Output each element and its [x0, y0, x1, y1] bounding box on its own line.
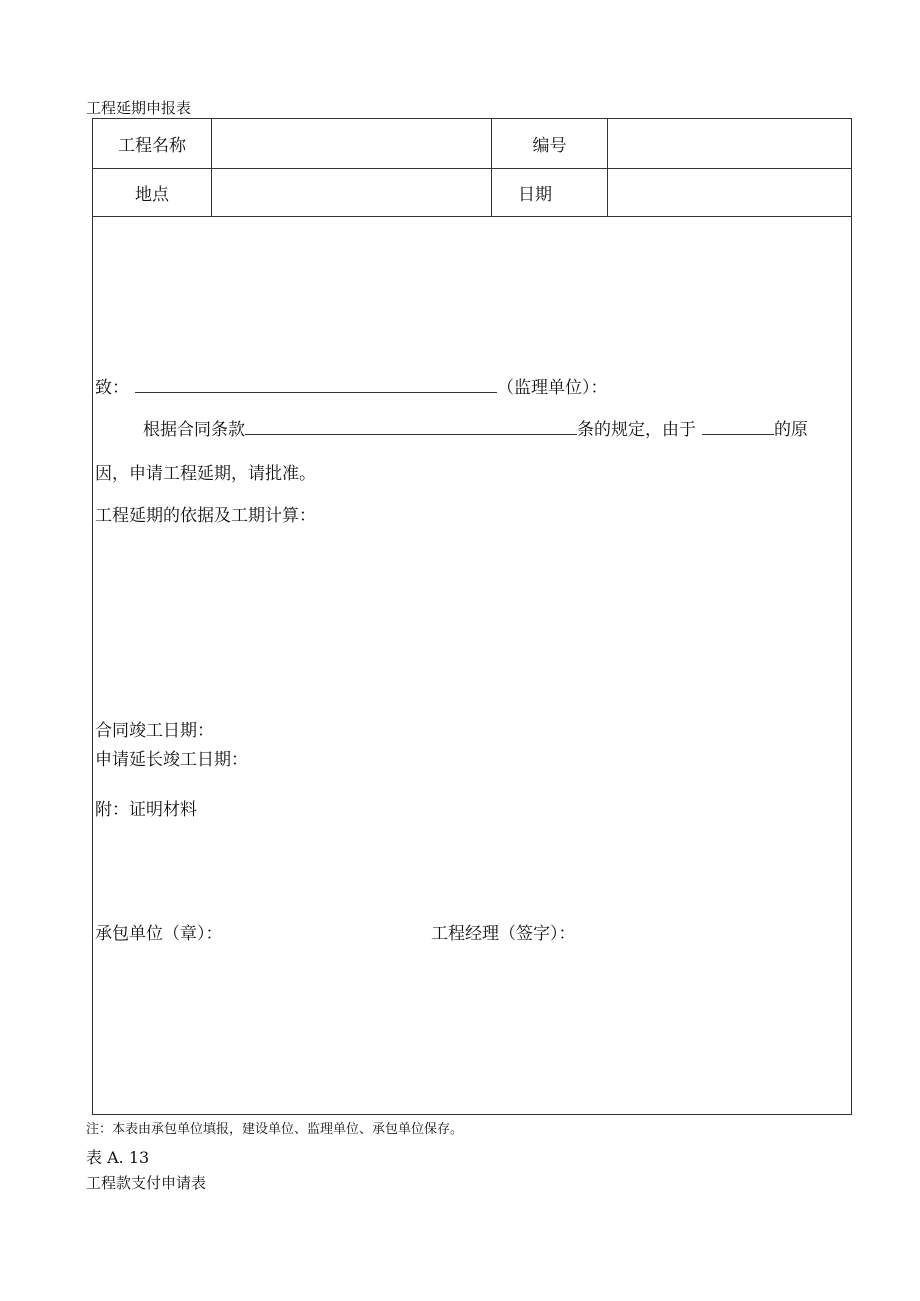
location-label: 地点 — [135, 185, 169, 205]
clause-suffix: 的原 — [774, 420, 808, 440]
form-title: 工程延期申报表 — [86, 99, 192, 117]
project-name-label: 工程名称 — [118, 136, 186, 156]
next-form-title: 工程款支付申请表 — [86, 1174, 207, 1192]
reason-blank[interactable] — [702, 416, 774, 435]
number-label: 编号 — [532, 136, 567, 156]
clause-middle: 条的规定，由于 — [577, 420, 696, 440]
project-name-field[interactable] — [212, 119, 491, 168]
basis-label: 工程延期的依据及工期计算： — [95, 506, 316, 526]
table-number: 表 A. 13 — [86, 1148, 150, 1167]
contractor-label: 承包单位（章）： — [95, 924, 223, 944]
contract-completion-label: 合同竣工日期： — [95, 721, 214, 741]
supervisor-unit-blank[interactable] — [135, 374, 497, 393]
supervisor-suffix: （监理单位）： — [497, 378, 608, 398]
attachment-label: 附：证明材料 — [95, 800, 197, 820]
clause-number-blank[interactable] — [245, 416, 577, 435]
row-divider — [93, 216, 851, 217]
form-note: 注：本表由承包单位填报，建设单位、监理单位、承包单位保存。 — [86, 1122, 464, 1137]
to-line — [95, 373, 608, 398]
extended-completion-label: 申请延长竣工日期： — [95, 750, 248, 770]
location-field[interactable] — [212, 169, 491, 216]
extension-application-form — [92, 118, 852, 1115]
date-field[interactable] — [608, 169, 851, 216]
clause-line — [143, 415, 808, 440]
manager-label: 工程经理（签字）： — [431, 924, 576, 944]
reason-line2: 因，申请工程延期，请批准。 — [95, 464, 316, 484]
date-label: 日期 — [518, 185, 552, 205]
number-field[interactable] — [608, 119, 851, 168]
clause-prefix: 根据合同条款 — [143, 420, 245, 440]
to-label: 致： — [95, 378, 129, 398]
